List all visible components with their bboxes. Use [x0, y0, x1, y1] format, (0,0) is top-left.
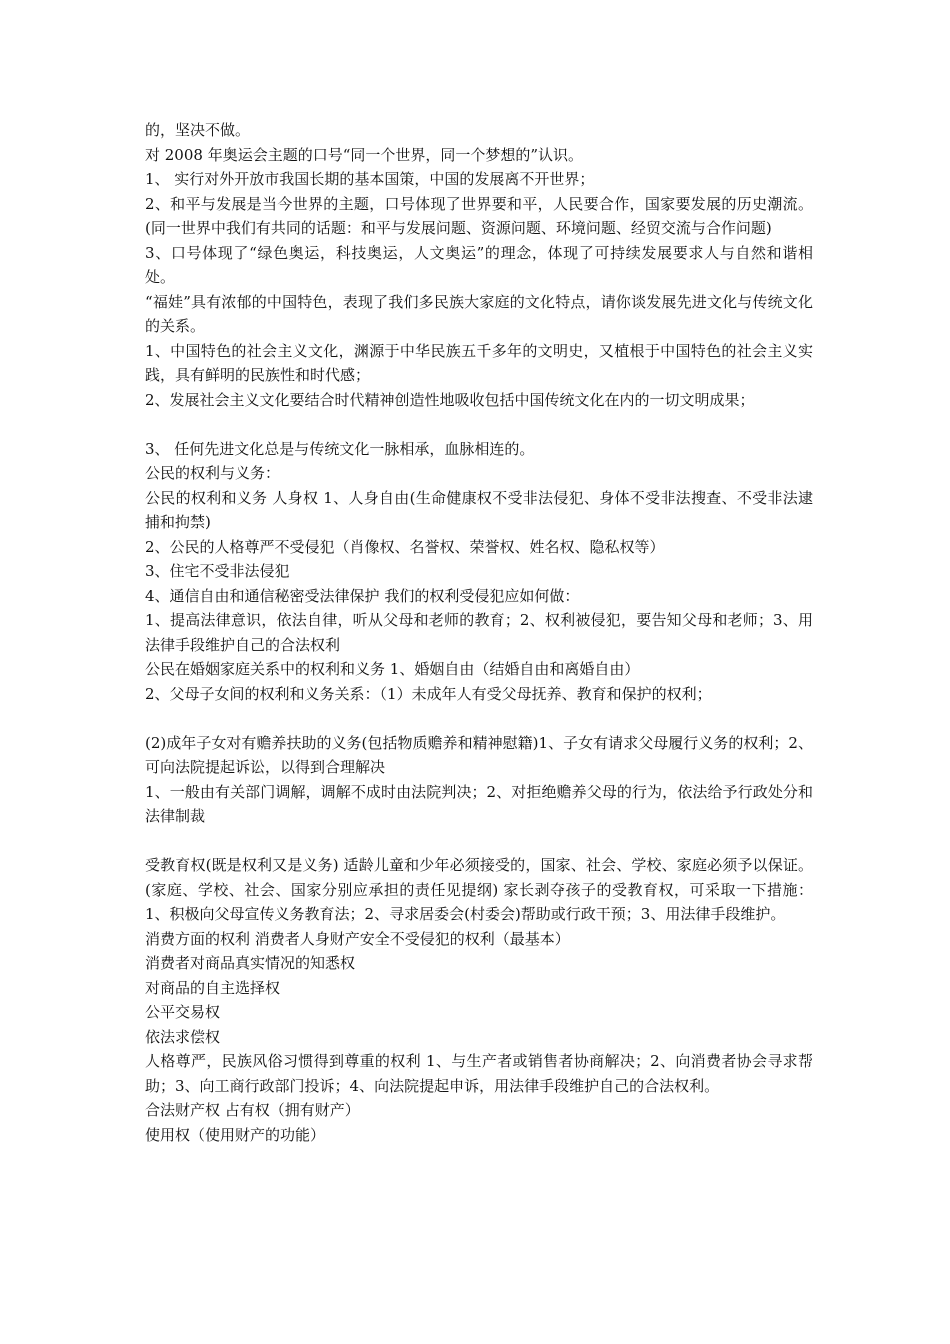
- paragraph: 使用权（使用财产的功能）: [145, 1125, 326, 1144]
- paragraph: 2、公民的人格尊严不受侵犯（肖像权、名誉权、荣誉权、姓名权、隐私权等）: [145, 537, 665, 556]
- paragraph: 2、发展社会主义文化要结合时代精神创造性地吸收包括中国传统文化在内的一切文明成果；: [145, 390, 755, 409]
- paragraph: 1、 实行对外开放市我国长期的基本国策，中国的发展离不开世界；: [145, 170, 595, 188]
- paragraph: 3、住宅不受非法侵犯: [145, 562, 290, 580]
- paragraph: 依法求偿权: [145, 1027, 221, 1046]
- paragraph: 人格尊严，民族风俗习惯得到尊重的权利 1、与生产者或销售者协商解决；2、向消费者协会寻求帮助；3、向工商行政部门投诉；4、向法院提起申诉，用法律手段维护自己的合法权利。: [145, 1052, 813, 1095]
- paragraph: 对 2008 年奥运会主题的口号“同一个世界，同一个梦想的”认识。: [145, 145, 584, 164]
- blank-line: [145, 412, 813, 437]
- paragraph: 1、中国特色的社会主义文化，渊源于中华民族五千多年的文明史，又植根于中国特色的社会主义实践，具有鲜明的民族性和时代感；: [145, 341, 813, 384]
- paragraph: (2)成年子女对有赡养扶助的义务(包括物质赡养和精神慰籍)1、子女有请求父母履行义务的权利；2、可向法院提起诉讼，以得到合理解决: [145, 733, 813, 776]
- paragraph: 消费者对商品真实情况的知悉权: [145, 954, 356, 972]
- blank-line: [145, 706, 813, 731]
- paragraph: 受教育权(既是权利又是义务) 适龄儿童和少年必须接受的，国家、社会、学校、家庭必须予以保证。(家庭、学校、社会、国家分别应承担的责任见提纲) 家长剥夺孩子的受教育权，可采取一下措施：1、积极向父母宣传义务教育法；2、寻求居委会(村委会)帮助或行政干预；3、用法律手段维护。: [145, 856, 813, 923]
- paragraph: 消费方面的权利 消费者人身财产安全不受侵犯的权利（最基本）: [145, 929, 570, 948]
- paragraph: 3、 任何先进文化总是与传统文化一脉相承，血脉相连的。: [145, 439, 535, 458]
- paragraph: “福娃”具有浓郁的中国特色，表现了我们多民族大家庭的文化特点，请你谈发展先进文化与传统文化的关系。: [145, 292, 813, 335]
- paragraph: 1、一般由有关部门调解，调解不成时由法院判决；2、对拒绝赡养父母的行为，依法给予行政处分和法律制裁: [145, 782, 813, 825]
- paragraph: 公民的权利和义务 人身权 1、人身自由(生命健康权不受非法侵犯、身体不受非法搜查、不受非法逮捕和拘禁): [145, 488, 813, 531]
- paragraph: 的，坚决不做。: [145, 121, 251, 139]
- paragraph: 1、提高法律意识，依法自律，听从父母和老师的教育；2、权利被侵犯，要告知父母和老师；3、用法律手段维护自己的合法权利: [145, 611, 813, 654]
- paragraph: 公平交易权: [145, 1003, 221, 1021]
- paragraph: 3、口号体现了“绿色奥运，科技奥运，人文奥运”的理念，体现了可持续发展要求人与自然和谐相处。: [145, 243, 813, 286]
- section-heading: 公民的权利与义务：: [145, 464, 281, 482]
- paragraph: 4、通信自由和通信秘密受法律保护 我们的权利受侵犯应如何做：: [145, 586, 580, 605]
- paragraph: 合法财产权 占有权（拥有财产）: [145, 1101, 360, 1119]
- paragraph: 2、和平与发展是当今世界的主题，口号体现了世界要和平，人民要合作，国家要发展的历史潮流。(同一世界中我们有共同的话题：和平与发展问题、资源问题、环境问题、经贸交流与合作问题): [145, 194, 813, 237]
- paragraph: 对商品的自主选择权: [145, 978, 281, 997]
- blank-line: [145, 829, 813, 854]
- paragraph: 公民在婚姻家庭关系中的权利和义务 1、婚姻自由（结婚自由和离婚自由）: [145, 660, 640, 678]
- document-body: [145, 118, 813, 1147]
- paragraph: 2、父母子女间的权利和义务关系：（1）未成年人有受父母抚养、教育和保护的权利；: [145, 684, 712, 703]
